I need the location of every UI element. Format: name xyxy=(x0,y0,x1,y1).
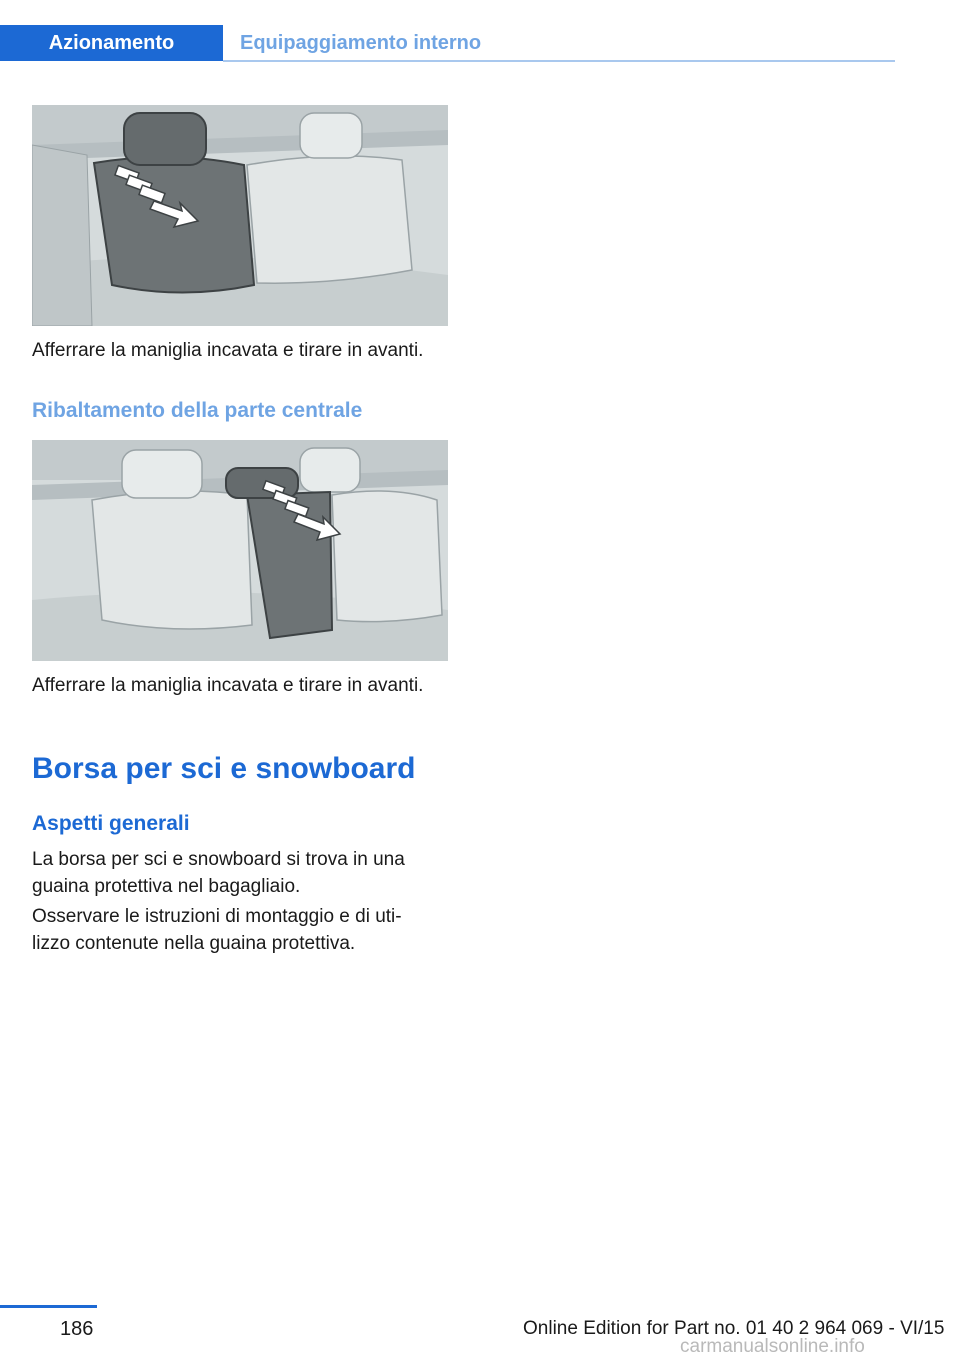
paragraph-2 xyxy=(32,903,452,957)
header-tabs xyxy=(0,25,895,63)
watermark: carmanualsonline.info xyxy=(680,1336,865,1357)
paragraph-2-line-2: lizzo contenute nella guaina protettiva. xyxy=(32,933,356,954)
subheading-ribaltamento: Ribaltamento della parte centrale xyxy=(32,399,363,422)
paragraph-1-line-1: La borsa per sci e snowboard si trova in una xyxy=(32,849,405,870)
page-number: 186 xyxy=(60,1318,94,1340)
section-title-borsa: Borsa per sci e snowboard xyxy=(32,752,416,785)
paragraph-2-line-1: Osservare le istruzioni di montaggio e di uti- xyxy=(32,906,402,927)
subsection-aspetti-generali: Aspetti generali xyxy=(32,812,190,835)
caption-2: Afferrare la maniglia incavata e tirare in avanti. xyxy=(32,675,424,696)
illustration-side-backrest-release xyxy=(32,105,448,326)
illustration-center-section-release xyxy=(32,440,448,661)
caption-1: Afferrare la maniglia incavata e tirare in avanti. xyxy=(32,340,424,361)
paragraph-1-line-2: guaina protettiva nel bagagliaio. xyxy=(32,876,301,897)
edition-text: Online Edition for Part no. 01 40 2 964 069 - VI/15 xyxy=(523,1318,945,1339)
tab-azionamento[interactable]: Azionamento xyxy=(0,25,223,61)
paragraph-1 xyxy=(32,846,452,900)
footer-divider xyxy=(0,1305,97,1308)
tab-equipaggiamento-interno[interactable]: Equipaggiamento interno xyxy=(240,31,482,54)
header-divider xyxy=(223,60,895,62)
